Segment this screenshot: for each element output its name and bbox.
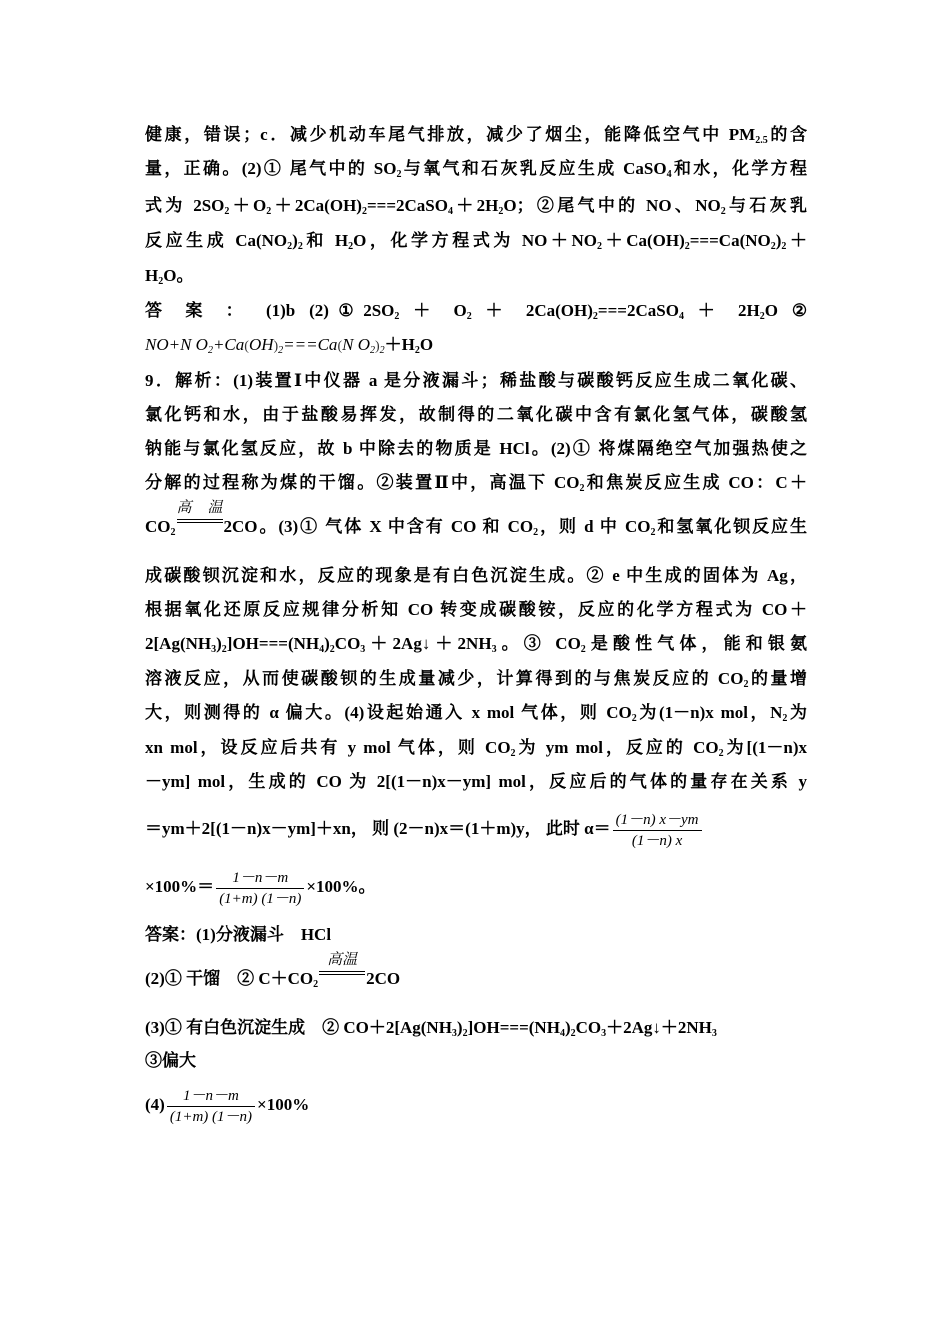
answer9-line5: (4) $\frac{1-n-m}{(1+m) (1-n)}$ ×100%	[145, 1087, 310, 1125]
alpha-fraction: $\frac{(1-n) x-ym}{(1-n) x}$	[613, 810, 702, 851]
analysis9-line7: 根据氧化还原反应规律分析知 CO 转变成碳酸铵，反应的化学方程式为 CO＋	[145, 600, 807, 619]
analysis8-line3: 式为 $2SO_2+O_2+2Ca(OH)_2===2CaSO_4+2H_2O$；②尾气中的 NO、$NO_2$与石灰乳	[145, 196, 807, 217]
answer8-line1: 答 案 ： (1)b $(2)①2SO_2 + O_2$ ＋ $2Ca(OH)_2===2CaSO_4 + 2H_2O$ ②	[145, 301, 808, 322]
analysis9-line10: 大，则测得的 α 偏大。(4)设起始通入 x mol 气体，则 $CO_2$为(1－n)x mol，$N_2$为	[145, 703, 807, 724]
analysis8-line4: 反应生成 $Ca(NO_2)_2$和 $H_2O$，化学方程式为 $NO+NO_2+Ca(OH)_2===Ca(NO_2)_2+$	[145, 231, 808, 252]
answer9-line4: ③偏大	[145, 1051, 196, 1070]
answer8-equation2: NO+N $O_2+Ca(OH)_2===Ca(N$ $O_2)_2+H_2O$	[145, 335, 434, 356]
analysis9-line8: $2[Ag(NH_3)_2]OH===(NH_4)_2CO_3+2Ag↓+2NH_3$。③ $CO_2$是酸性气体，能和银氨	[145, 634, 808, 655]
analysis9-line12: －ym] mol，生成的 CO 为 2[(1－n)x－ym] mol，反应后的气体的量存在关系 y	[145, 772, 807, 791]
reaction-condition-high-temp: 高温	[177, 514, 223, 532]
analysis9-line6: 成碳酸钡沉淀和水，反应的现象是有白色沉淀生成。② e 中生成的固体为 Ag，	[145, 566, 807, 585]
analysis9-line4: 分解的过程称为煤的干馏。②装置Ⅱ中，高温下 $CO_2$和焦炭反应生成 CO：C＋	[145, 473, 808, 494]
analysis8-line5: $H_2O$。	[145, 266, 194, 287]
analysis9-line5: $CO_2$ 高温 2CO。(3)① 气体 X 中含有 CO 和 $CO_2$，则 d 中 $CO_2$和氢氧化钡反应生	[145, 500, 807, 538]
analysis9-line3: 钠能与氯化氢反应，故 b 中除去的物质是 HCl。(2)① 将煤隔绝空气加强热使之	[145, 439, 807, 458]
answer-fraction: $\frac{1-n-m}{(1+m) (1-n)}$	[167, 1086, 255, 1127]
answer9-line2: (2)① 干馏 ② $C+CO_2$ 高温 2CO	[145, 952, 401, 990]
analysis8-line1: 健康，错误；c．减少机动车尾气排放，减少了烟尘，能降低空气中 $PM_{2.5}$的含	[145, 125, 808, 146]
analysis9-line11: xn mol，设反应后共有 y mol 气体，则 $CO_2$为 ym mol，反应的 $CO_2$为[(1－n)x	[145, 738, 807, 759]
answer9-line1: 答案：(1)分液漏斗 HCl	[145, 925, 332, 944]
result-fraction: $\frac{1-n-m}{(1+m) (1-n)}$	[216, 868, 304, 909]
analysis9-line2: 氯化钙和水，由于盐酸易挥发，故制得的二氧化碳中含有氯化氢气体，碳酸氢	[145, 405, 807, 424]
analysis8-line2: 量，正确。(2)① 尾气中的 $SO_2$与氧气和石灰乳反应生成 CaSO$_4$和水，化学方程	[145, 159, 808, 180]
analysis9-line1: 9．解析：(1)装置Ⅰ中仪器 a 是分液漏斗；稀盐酸与碳酸钙反应生成二氧化碳、	[145, 371, 807, 390]
analysis9-line13: ＝ym＋2[(1－n)x－ym]＋xn， 则 (2－n)x＝(1＋m)y， 此时 α＝ $\frac{(1-n) x-ym}{(1-n) x}$	[145, 804, 807, 854]
answer9-line3: (3)① 有白色沉淀生成 ② $CO+2[Ag(NH_3)_2]OH===(NH_4)_2CO_3+2Ag↓+2NH_3$	[145, 1018, 717, 1039]
reaction-condition-high-temp: 高温	[319, 966, 365, 984]
analysis9-line14: ×100%＝ $\frac{1-n-m}{(1+m) (1-n)}$ ×100%。	[145, 869, 376, 907]
analysis9-line9: 溶液反应，从而使碳酸钡的生成量减少，计算得到的与焦炭反应的 $CO_2$的量增	[145, 669, 808, 690]
